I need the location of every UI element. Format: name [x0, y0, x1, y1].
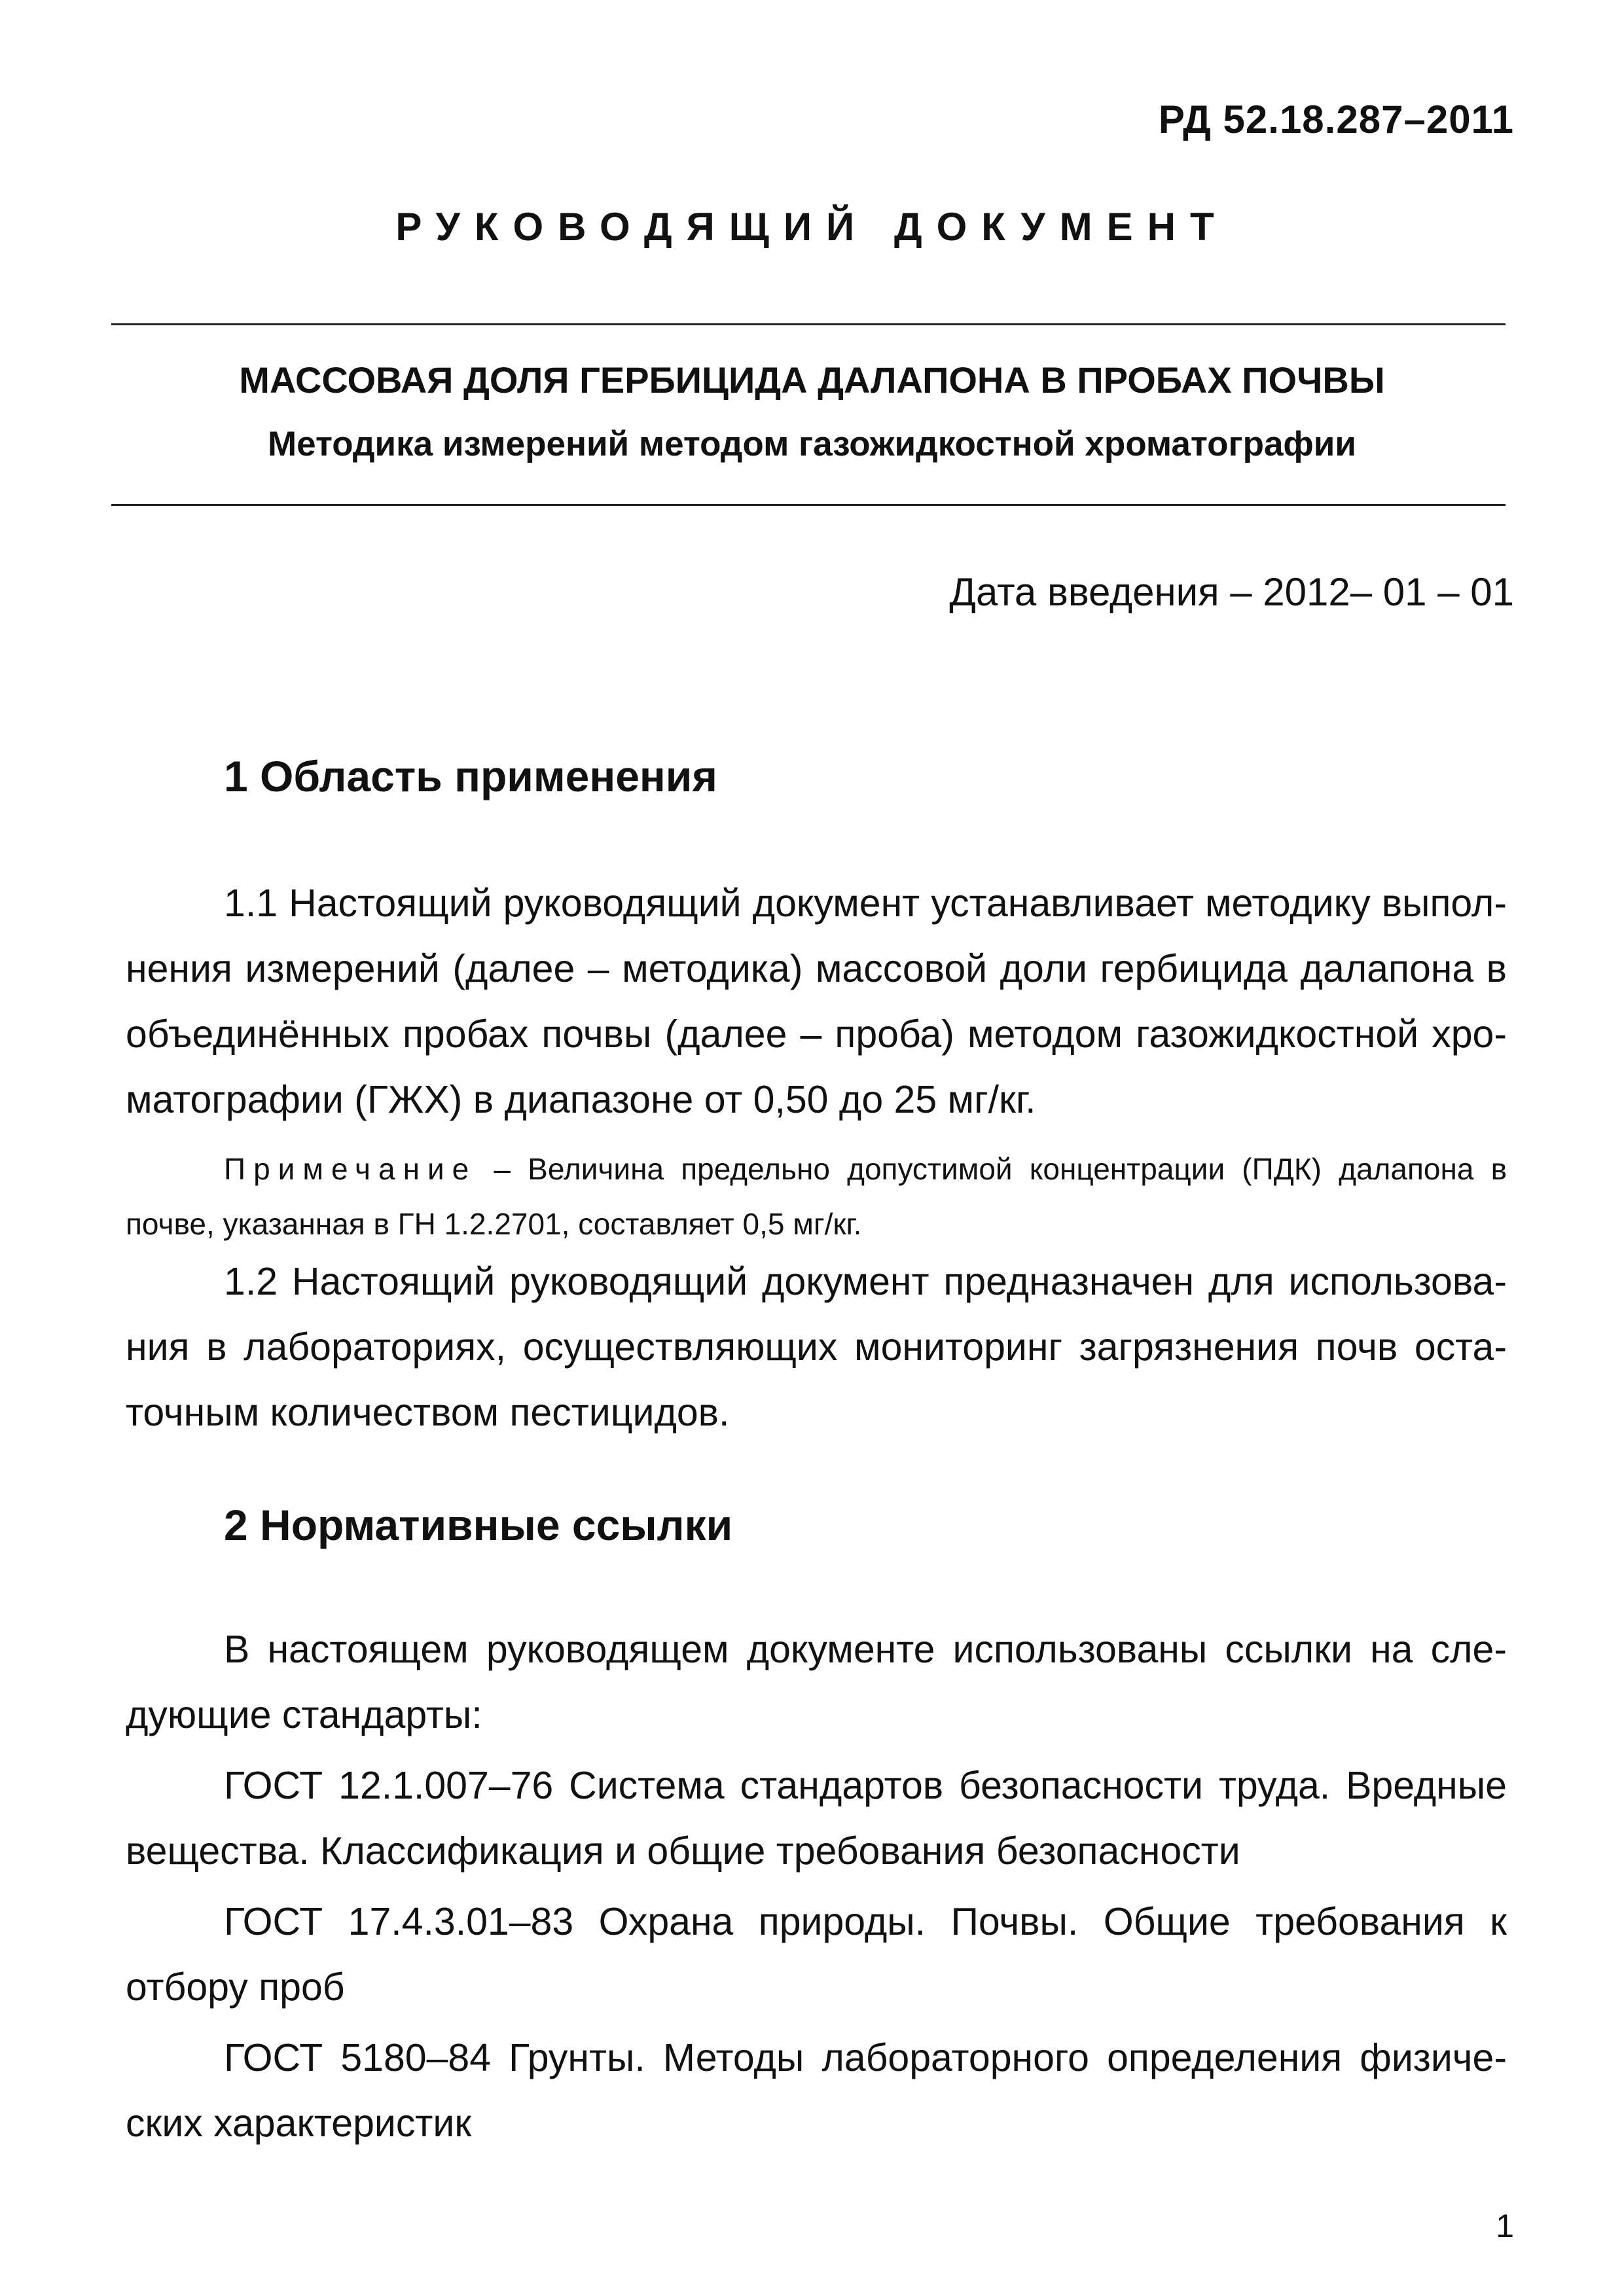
note-label: Примечание: [224, 1152, 477, 1186]
paragraph-1-1: 1.1 Настоящий руководящий документ устанавливает методику выполнения измерений (далее – методика) массовой доли гербицида далапона в объединённых пробах почвы (далее – проба) методом газожидкостной хроматографии (ГЖХ) в диапазоне от 0,50 до 25 мг/кг.: [126, 882, 1507, 1121]
title-divider-top: [111, 323, 1506, 325]
document-title: МАССОВАЯ ДОЛЯ ГЕРБИЦИДА ДАЛАПОНА В ПРОБАХ ПОЧВЫ: [239, 359, 1385, 401]
document-subtitle: Методика измерений методом газожидкостной хроматографии: [268, 425, 1356, 463]
page-number: 1: [1496, 2208, 1514, 2244]
introduction-date: Дата введения – 2012– 01 – 01: [949, 570, 1514, 614]
note: [126, 1141, 1507, 1251]
title-divider-bottom: [111, 504, 1506, 506]
document-type: РУКОВОДЯЩИЙ ДОКУМЕНТ: [395, 205, 1229, 249]
document-code: РД 52.18.287–2011: [1158, 98, 1514, 141]
section-heading-references: 2 Нормативные ссылки: [224, 1501, 733, 1549]
references-intro: В настоящем руководящем документе использованы ссылки на следующие стандарты:: [126, 1628, 1507, 1736]
paragraph-1-2: 1.2 Настоящий руководящий документ предназначен для использования в лабораториях, осуществляющих мониторинг загрязнения почв остаточным количеством пестицидов.: [126, 1260, 1507, 1434]
reference-item: ГОСТ 17.4.3.01–83 Охрана природы. Почвы. Общие требования к отбору проб: [126, 1900, 1507, 2009]
section-heading-scope: 1 Область применения: [224, 752, 717, 800]
reference-item: ГОСТ 5180–84 Грунты. Методы лабораторного определения физических характеристик: [126, 2036, 1507, 2145]
note-text: – Величина предельно допустимой концентрации (ПДК) далапона в почве, указанная в ГН 1.2.2701, составляет 0,5 мг/кг.: [126, 1152, 1507, 1241]
reference-item: ГОСТ 12.1.007–76 Система стандартов безопасности труда. Вредные вещества. Классификация и общие требования безопасности: [126, 1764, 1507, 1873]
